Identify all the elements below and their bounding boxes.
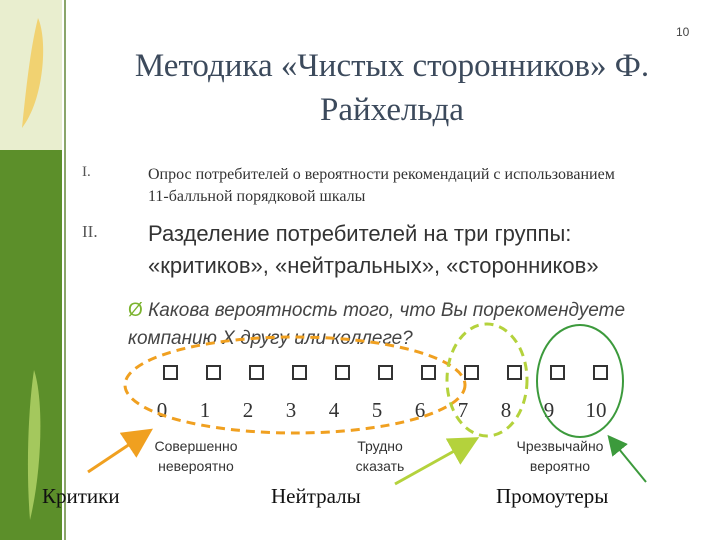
list-marker: I. <box>82 164 91 180</box>
scale-number: 8 <box>500 398 512 422</box>
scale-label-low: Совершенно невероятно <box>154 438 238 474</box>
question-text: Какова вероятность того, что Вы порекомендуете компанию X другу или коллеге? <box>128 300 626 349</box>
scale-number: 3 <box>285 398 297 422</box>
scale-number: 0 <box>156 398 168 422</box>
critics-ellipse <box>125 337 465 433</box>
scale-number: 2 <box>242 398 254 422</box>
neutrals-ellipse <box>447 324 527 436</box>
scale-number: 6 <box>414 398 426 422</box>
slide-number: 10 <box>676 25 690 39</box>
list-item: Опрос потребителей о вероятности рекомендаций с использованием 11-балльной порядковой шкалы <box>148 166 615 205</box>
slide-title: Методика «Чистых сторонников» Ф. Райхельда <box>134 48 650 128</box>
scale-label-mid: Трудно сказать <box>355 438 405 474</box>
group-critics: Критики <box>42 484 120 508</box>
scale-number: 7 <box>457 398 469 422</box>
group-promoters: Промоутеры <box>496 484 609 508</box>
scale-number: 1 <box>199 398 211 422</box>
list-marker: II. <box>82 222 98 241</box>
arrow-bullet-icon: Ø <box>128 300 143 321</box>
scale-number: 9 <box>543 398 555 422</box>
group-neutrals: Нейтралы <box>271 484 361 508</box>
list-item: Разделение потребителей на три группы: «критиков», «нейтральных», «сторонников» <box>148 221 599 278</box>
scale-number: 10 <box>585 398 607 422</box>
scale-label-high: Чрезвычайно вероятно <box>516 438 604 474</box>
scale-number: 5 <box>371 398 383 422</box>
promoters-ellipse <box>537 325 623 437</box>
scale-number: 4 <box>328 398 340 422</box>
